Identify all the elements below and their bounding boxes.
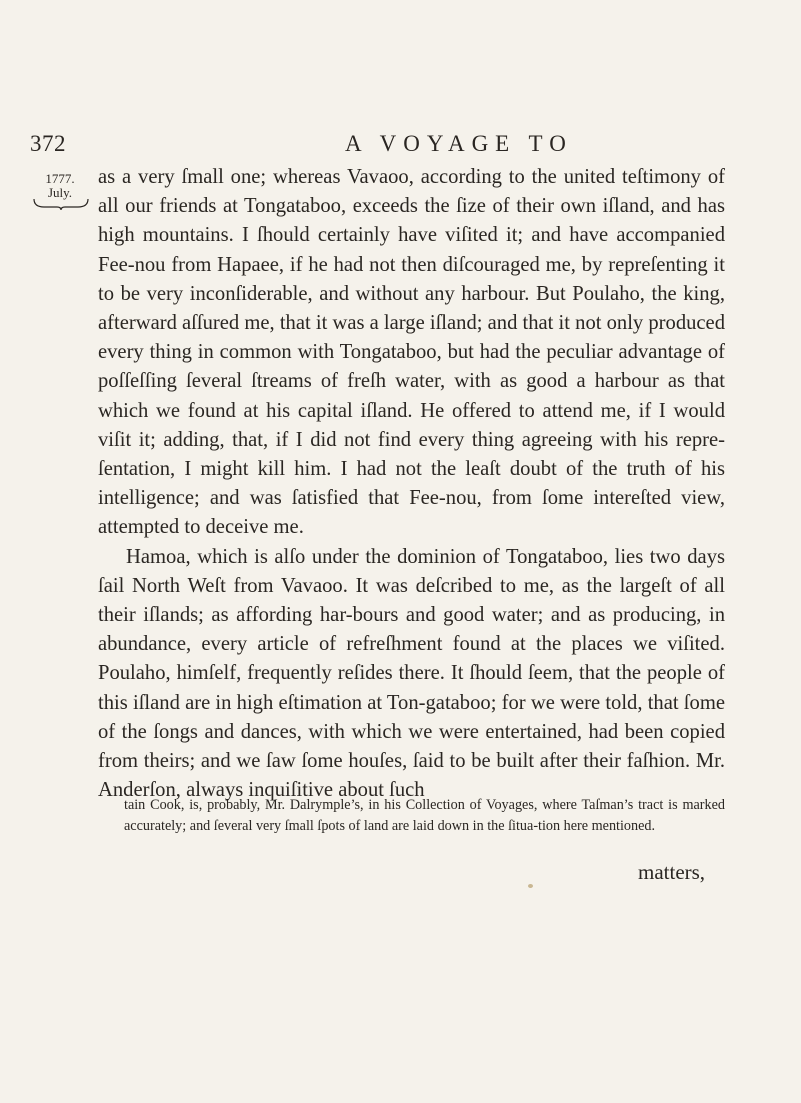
page-number: 372 bbox=[30, 131, 66, 156]
margin-brace-icon bbox=[32, 198, 90, 210]
margin-year: 1777. bbox=[45, 171, 75, 186]
margin-date-note bbox=[36, 172, 84, 200]
paragraph-1: as a very ſmall one; whereas Vavaoo, according to the united teſtimony of all our friends at Tongataboo, exceeds the ſize of their own iſland, and has high mountains. I ſhould certainly have viſited it; and have accompanied Fee-nou from Hapaee, if he had not then diſcouraged me, by repreſenting it to be very inconſiderable, and without any harbour. But Poulaho, the king, afterward aſſured me, that it was a large iſland; and that it not only produced every thing in common with Tongataboo, but had the peculiar advantage of poſſeſſing ſeveral ſtreams of freſh water, with as good a harbour as that which we found at his capital iſland. He offered to attend me, if I would viſit it; adding, that, if I did not find every thing agreeing with his repre-ſentation, I might kill him. I had not the leaſt doubt of the truth of his intelligence; and was ſatisfied that Fee-nou, from ſome intereſted view, attempted to deceive me. bbox=[98, 166, 725, 539]
body-text bbox=[98, 163, 725, 805]
paragraph-2: Hamoa, which is alſo under the dominion of Tongataboo, lies two days ſail North Weſt from Vavaoo. It was deſcribed to me, as the largeſt of all their iſlands; as affording har-bours and good water; and as producing, in abundance, every article of refreſhment found at the places we viſited. Poulaho, himſelf, frequently reſides there. It ſhould ſeem, that the people of this iſland are in high eſtimation at Ton-gataboo; for we were told, that ſome of the ſongs and dances, with which we were entertained, had been copied from theirs; and we ſaw ſome houſes, ſaid to be built after their faſhion. Mr. Anderſon, always inquiſitive about ſuch bbox=[98, 545, 725, 802]
running-head: A VOYAGE TO bbox=[345, 131, 573, 156]
footnote: tain Cook, is, probably, Mr. Dalrymple’s, in his Collection of Voyages, where Taſman’s tract is marked accurately; and ſeveral very ſmall ſpots of land are laid down in the ſitua-tion here mentioned. bbox=[124, 797, 725, 835]
margin-month: July. bbox=[47, 185, 73, 200]
ink-smudge bbox=[528, 884, 533, 888]
catchword: matters, bbox=[638, 860, 706, 884]
